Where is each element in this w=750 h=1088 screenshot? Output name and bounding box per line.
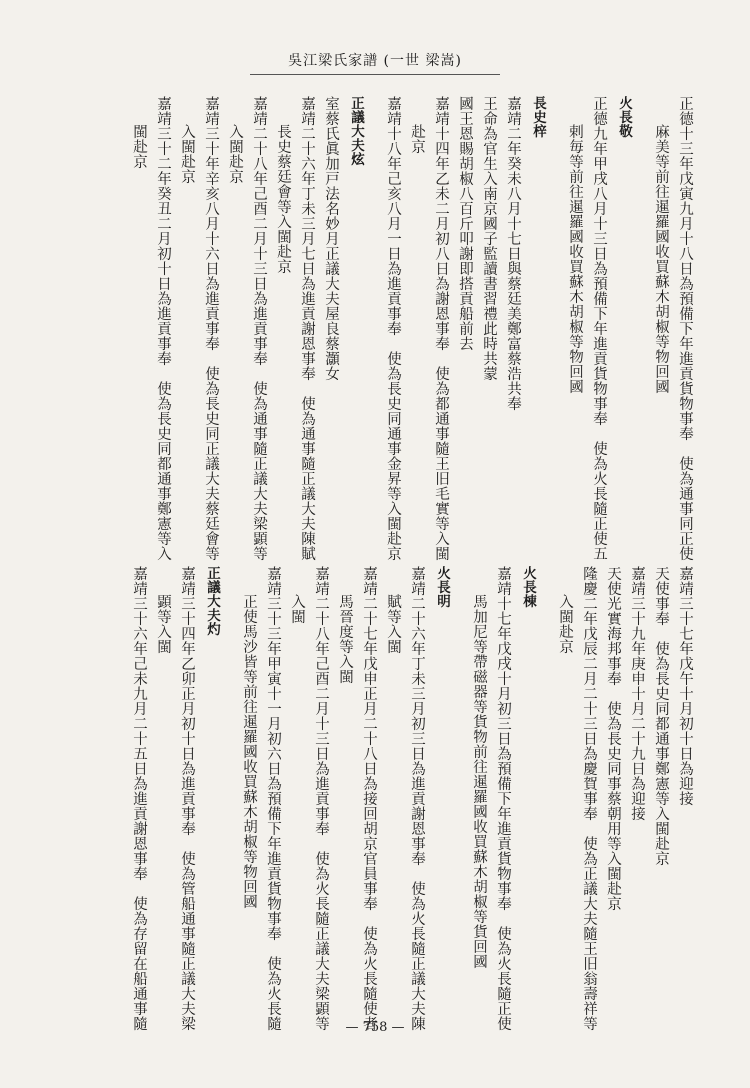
text-column: 嘉靖三十三年甲寅十一月初六日為預備下年進貢貨物事奉 使為火長隨: [265, 566, 281, 1031]
text-column: 顕等入閩: [155, 594, 171, 654]
text-column: 天使光實海邦事奉 使為長史同事蔡朝用等入閩赴京: [605, 566, 621, 911]
text-column: 嘉靖三十四年乙卯正月初十日為進貢事奉 使為管船通事隨正議大夫梁: [179, 566, 195, 1031]
top-text-block: [122, 96, 693, 561]
text-column: 入閩: [289, 594, 305, 624]
text-column: 嘉靖二十六年丁未三月初三日為進貢謝恩事奉 使為火長隨正議大夫陳: [409, 566, 425, 1031]
column-gap: [544, 96, 558, 546]
section-heading: 火長明: [434, 566, 450, 608]
text-column: 嘉靖二十八年己酉二月十三日為進貢事奉 使為通事隨正議大夫梁顕等: [251, 96, 267, 561]
text-column: 嘉靖二十八年己酉二月十三日為進貢事奉 使為火長隨正議大夫梁顕等: [313, 566, 329, 1031]
text-column: 正使馬沙皆等前往暹羅國收買蘇木胡椒等物回國: [241, 594, 257, 909]
text-column: 天使事奉 使為長史同都通事鄭憲等入閩赴京: [653, 566, 669, 866]
text-column: 馬加尼等帶磁器等貨物前往暹羅國收買蘇木胡椒等貨回國: [471, 594, 487, 969]
text-column: 國王恩賜胡椒八百斤叩謝即搭貢船前去: [457, 96, 473, 351]
column-gap: [218, 566, 232, 966]
text-column: 入閩赴京: [557, 594, 573, 654]
text-column: 賦等入閩: [385, 594, 401, 654]
text-column: 入閩赴京: [179, 124, 195, 184]
page-number: — 758 —: [345, 1020, 405, 1035]
text-column: 嘉靖三十九年庚申十月二十九日為迎接: [629, 566, 645, 821]
column-gap: [630, 96, 644, 546]
section-heading: 火長敬: [616, 96, 632, 138]
column-gap: [362, 96, 376, 546]
text-column: 嘉靖二十七年戊申正月二十八日為接回胡京官員事奉 使為火長隨使者: [361, 566, 377, 1031]
text-column: 嘉靖十四年乙未二月初八日為謝恩事奉 使為都通事隨王旧毛實等入閩: [433, 96, 449, 561]
text-column: 嘉靖三十六年己未九月二十五日為進貢謝恩事奉 使為存留在船通事隨: [131, 566, 147, 1031]
page-header: 吳江梁氏家譜 (一世 梁嵩): [288, 53, 462, 69]
text-column: 馬晉度等入閩: [337, 594, 353, 684]
text-column: 麻美等前往暹羅國收買蘇木胡椒等物回國: [653, 124, 669, 394]
text-column: 入閩赴京: [227, 124, 243, 184]
text-column: 嘉靖三十七年戊午十月初十日為迎接: [677, 566, 693, 806]
text-column: 正德十三年戊寅九月十八日為預備下年進貢貨物事奉 使為通事同正使: [677, 96, 693, 561]
text-column: 嘉靖二年癸未八月十七日與蔡廷美鄭富蔡浩共奉: [505, 96, 521, 411]
text-column: 嘉靖十七年戊戌十月初三日為預備下年進貢貨物事奉 使為火長隨正使: [495, 566, 511, 1031]
text-column: 正德九年甲戌八月十三日為預備下年進貢貨物事奉 使為火長隨正使五: [591, 96, 607, 561]
section-heading: 長史梓: [530, 96, 546, 138]
text-column: 王命為官生入南京國子監讀書習禮此時共蒙: [481, 96, 497, 381]
text-column: 長史蔡廷會等入閩赴京: [275, 124, 291, 274]
text-column: 赴京: [409, 124, 425, 154]
section-heading: 正議大夫炫: [348, 96, 364, 166]
text-column: 嘉靖三十二年癸丑二月初十日為進貢事奉 使為長史同都通事鄭憲等入: [155, 96, 171, 561]
section-heading: 正議大夫灼: [204, 566, 220, 636]
column-gap: [448, 566, 462, 966]
text-column: 嘉靖三十年辛亥八月十六日為進貢事奉 使為長史同正議大夫蔡廷會等: [203, 96, 219, 561]
text-column: 閩赴京: [131, 124, 147, 169]
header-rule: [250, 74, 500, 75]
text-column: 隆慶二年戊辰二月二十三日為慶賀事奉 使為正議大夫隨王旧翁壽祥等: [581, 566, 597, 1031]
text-column: 室蔡氏眞加戸法名妙月正議大夫屋良蔡灝女: [323, 96, 339, 381]
section-heading: 火長棟: [520, 566, 536, 608]
column-gap: [534, 566, 548, 966]
text-column: 嘉靖十八年己亥八月一日為進貢事奉 使為長史同通事金昇等入閩赴京: [385, 96, 401, 561]
text-column: 剌毎等前往暹羅國收買蘇木胡椒等物回國: [567, 124, 583, 394]
text-column: 嘉靖二十六年丁未三月七日為進貢謝恩事奉 使為通事隨正議大夫陳賦: [299, 96, 315, 561]
